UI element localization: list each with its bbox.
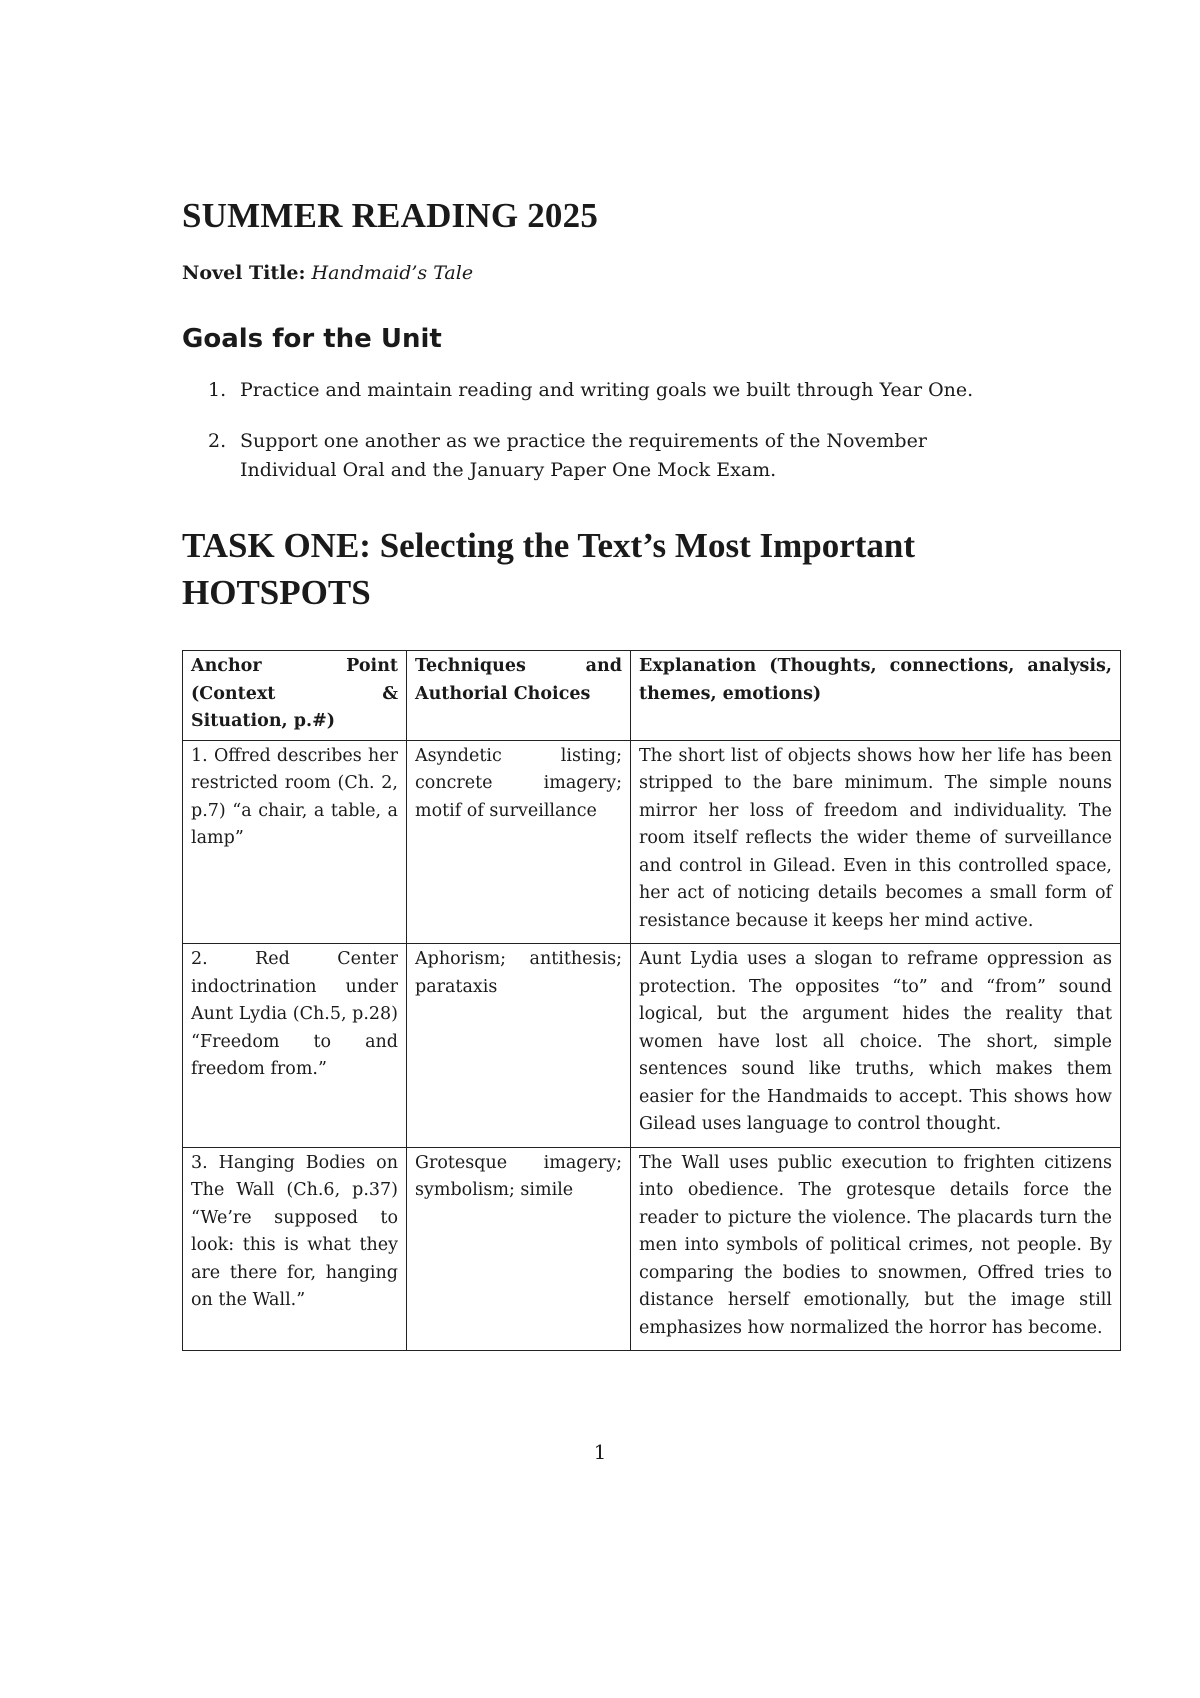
explanation-cell: The Wall uses public execution to frighten citizens into obedience. The grotesque details force the reader to picture the violence. The placards turn the men into symbols of political crimes, not people. By comparing the bodies to snowmen, Offred tries to distance herself emotionally, but the image still emphasizes how normalized the horror has become. [631,1147,1121,1351]
techniques-cell: Grotesque imagery; symbolism; simile [407,1147,631,1351]
header-techniques: Techniques and Authorial Choices [407,651,631,741]
goal-text: Support one another as we practice the requirements of the November Individual Oral and the January Paper One Mock Exam. [240,430,927,481]
hotspots-table [182,650,1121,1351]
anchor-cell: 3. Hanging Bodies on The Wall (Ch.6, p.37) “We’re supposed to look: this is what they are there for, hanging on the Wall.” [183,1147,407,1351]
page-number: 1 [593,1440,607,1464]
novel-title-value: Handmaid’s Tale [311,262,474,284]
goal-item [182,427,1022,485]
novel-title-line [182,262,473,284]
header-anchor-point: Anchor Point (Context & Situation, p.#) [183,651,407,741]
task-one-heading: TASK ONE: Selecting the Text’s Most Important HOTSPOTS [182,526,916,612]
explanation-cell: Aunt Lydia uses a slogan to reframe oppression as protection. The opposites “to” and “from” sound logical, but the argument hides the reality that women have lost all choice. The short, simple sentences sound like truths, which makes them easier for the Handmaids to accept. This shows how Gilead uses language to control thought. [631,944,1121,1148]
techniques-cell: Asyndetic listing; concrete imagery; motif of surveillance [407,740,631,944]
goal-number: 2. [208,430,227,452]
table-row [183,944,1121,1148]
anchor-cell: 2. Red Center indoctrination under Aunt Lydia (Ch.5, p.28) “Freedom to and freedom from.” [183,944,407,1148]
goals-heading: Goals for the Unit [182,324,442,354]
goals-list [182,376,1022,507]
goal-number: 1. [208,379,227,401]
techniques-cell: Aphorism; antithesis; parataxis [407,944,631,1148]
goal-item [182,376,1022,405]
anchor-cell: 1. Offred describes her restricted room (Ch. 2, p.7) “a chair, a table, a lamp” [183,740,407,944]
novel-title-label: Novel Title: [182,262,306,284]
goal-text: Practice and maintain reading and writing goals we built through Year One. [240,379,974,401]
table-header-row [183,651,1121,741]
header-explanation: Explanation (Thoughts, connections, analysis, themes, emotions) [631,651,1121,741]
table-row [183,740,1121,944]
table-row [183,1147,1121,1351]
document-title: SUMMER READING 2025 [182,196,599,235]
explanation-cell: The short list of objects shows how her life has been stripped to the bare minimum. The simple nouns mirror her loss of freedom and individuality. The room itself reflects the wider theme of surveillance and control in Gilead. Even in this controlled space, her act of noticing details becomes a small form of resistance because it keeps her mind active. [631,740,1121,944]
